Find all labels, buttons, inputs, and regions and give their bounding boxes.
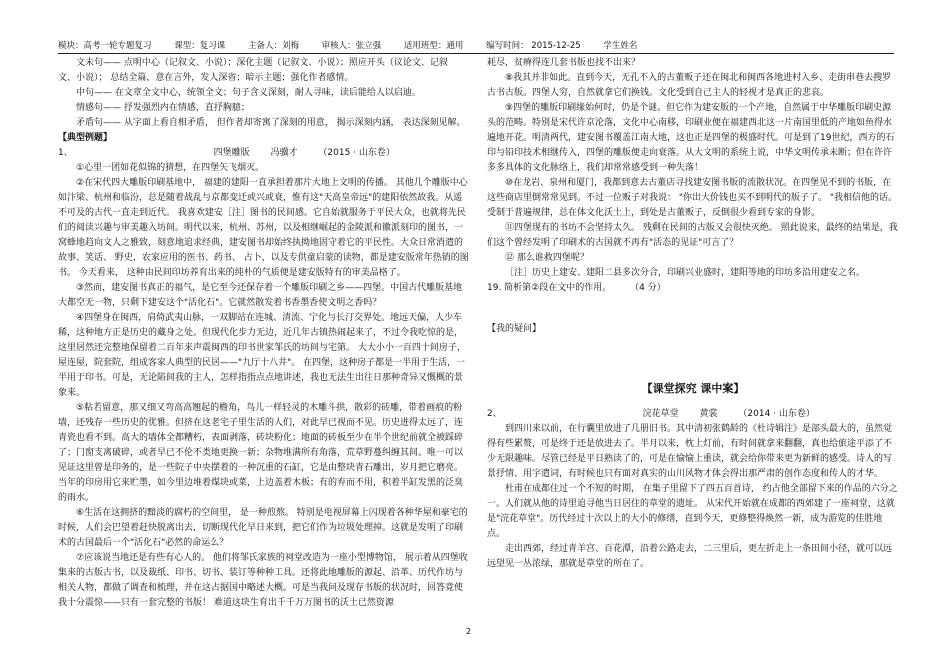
my-question-heading: 【我的疑问】 <box>487 324 542 334</box>
article-paragraph: 耗尽，贫瘠得连几套书版也找不出来？ <box>487 58 641 68</box>
header-course-type: 课型：复习课 <box>174 41 226 51</box>
left-column <box>58 56 470 611</box>
article-source: （2014 · 山东卷） <box>738 409 815 419</box>
article-paragraph: ⑩在龙岩、泉州和厦门，我都到意去古董店寻找建安图书版的流散状况。在四堡见不到的书版，在这些商店里倒常常见到。不过一位贩子对我说： "你出大价钱也买不到明代的版子了。 "我相信他的话。受制于普遍规律，总在体文化沃土上，到处是古董贩子，反倒很少看到专家的身影。 <box>487 178 898 218</box>
header-suitable: 适用班型：通用 <box>403 41 464 51</box>
article-paragraph: ⑫ 那么谁救四堡呢？ <box>505 253 589 263</box>
header-author: 主备人：刘梅 <box>247 41 299 51</box>
article-title: 四堡雕版 <box>213 148 250 158</box>
article-paragraph: ⑨四堡的雕版印刷缘始何时，仍是个谜。但它作为建安版的一个产地，自然属于中华雕版印刷史源头的范畴。特别是宋代许京沦落，文化中心南移，印刷业便在福建西北这一片南国里低的产地如鱼得水遍地开花。明清两代，建安图书覆盖江南大地，这也正是四堡的极盛时代。可是到了19世纪，西方的石印与铅印技术相继传入，四堡的雕版便走向衰落。从大文明的系统上说，中华文明传承未断；但在许许多多具体的文化脉络上，我们却常常感受到一种失落！ <box>487 103 895 173</box>
header-date: 编写时间： 2015-12-25 <box>486 41 581 51</box>
exercise-question <box>487 281 899 296</box>
article-paragraph: ①心里一团如花似锦的猜想，在四堡矢飞烟灭。 <box>76 163 265 173</box>
header-reviewer: 审核人：张立强 <box>321 41 382 51</box>
question-number: 1、 <box>58 148 73 158</box>
intro-line: 文、小说）； 总结全篇，意在言外，发人深省；暗示主题；强化作者感情。 <box>58 73 354 83</box>
question-score: （4 分） <box>630 283 666 293</box>
article-paragraph: ⑥生活在这拥挤的黯淡的腐朽的空间里， 是一种煎熬。 特别是电视屏幕上闪现着各种华屋和豪宅的时候，人们会巴望着赶快脱离出去，切断现代化早日来到，把它们作为垃圾处理掉。这就是发明了印刷术的古国最后一个"活化石"必然的命运么？ <box>58 508 468 548</box>
article-paragraph: 走出西郊，经过青羊宫、百花潭，沿着公路走去，二三里后，更左折走上一条田间小径，就可以远远望见一丛浓绿，那就是草堂的所在了。 <box>487 544 893 569</box>
header-module: 模块：高考一轮专题复习 <box>58 41 152 51</box>
article-paragraph: ②在宋代四大雕版印刷基地中， 福建的建阳一直承担着那片大地上文明的传播。 其他几个雕版中心如汴梁、杭州和临汾，总是随着战乱与京都变迁或兴或衰，惟有这"天高皇帝远"的建阳依然故我。从遥不可及的古代一直走到近代。 我喜欢建安［注］图书的民间感。它自始就服务于平民大众，也就将先民们的阅读兴趣与审美趣入坊间。明代以来，杭州、苏州，以及相继崛起的金陵派和徽派刻印的图书，一窝蜂地趋向文人之雅致，刻意地追求经典，建安图书却始终执拗地固守着它的平民性。大众日常消遣的故事、笑话、 野史，农家应用的医书、药书、 占卜，以及专供童启蒙的读物，都是建安版常年热销的图书。 今天看来， 这种由民间印坊养育出来的纯朴的气质便是建安版特有的审美品格了。 <box>58 178 469 278</box>
intro-line: 情感句—— 抒发强烈内在情感，直抒胸臆； <box>76 103 250 113</box>
article-note: ［注］历史上建安、建阳二县多次分合，印刷兴业盛时，建阳等地的印坊多沿用建安之名。 <box>505 268 866 278</box>
article-paragraph: 杜甫在成都住过一个不短的时期， 在集子里留下了四五百首诗， 约占他全部留下来的作品的六分之一。人们就从他的诗里追寻他当日居住的草堂的遗址。 从宋代开始就在成都的西郊建了一座祠堂，这就是"浣花草堂"。历代经过十次以上的大小的修缮，直到今天，更修整得焕然一新，成为游览的佳胜地点。 <box>487 484 898 539</box>
article-title: 浣花草堂 <box>642 409 679 419</box>
question2-title-row <box>487 407 899 422</box>
question-title-row <box>58 146 470 161</box>
page-number: 2 <box>466 627 472 636</box>
section-title: 【典型例题】 <box>58 133 113 143</box>
article-paragraph: ⑤粘若留意，那又细又弯高高翘起的檐角，鸟儿一样轻灵的木雕斗拱，散彩的砖雕，带着画痕的粉墙，还残存一些历史的优雅。但挤在这老宅子里生活的人们，对此早已视而不见。历史进得太远了，连青瓷也看不到。高大的墙体全都糟朽，表面剥落，砖块粉化；地面的砖板至少在半个世纪前就全被踩碎了；门窗支离破碎，或者早已不伦不类地更换一新；杂物堆满所有角落，荒草野蔓纠缠其间。唯一可以见证这里曾是印务的，是一些院子中央摆着的一种沉重的石缸，它是由整块青石雕出，岁月把它磨亮。当年的印房用它来贮墨，如今里边堆着煤块或菜，上边盖着木板；有的弃而不用，积着半缸发黑的泛臭的雨水。 <box>58 403 464 503</box>
article-paragraph: ⑪四堡现有的书坊不会坚持太久。 残剩在民间的古版又会很快灭绝。 照此说来，最终的结果是，我们这个曾经发明了印刷术的古国就不再有"活态的见证"可言了？ <box>487 223 898 248</box>
question-number: 2、 <box>487 409 502 419</box>
intro-line: 文未句—— 点明中心（记叙文、小说）；深化主题（记叙文、小说）；照应开头（议论文、记叙 <box>76 58 448 68</box>
article-paragraph: 到四川来以前，在行囊里放进了几册旧书。其中清初张鹤龄的《杜诗辑注》是部头最大的，虽然觉得有些累赘，可是终于还是放进去了。半月以来，枕上灯前，有时间就拿来翻翻，真也给旅途平添了不少无限趣味。尽管已经是平日熟读了的，可是在愉愉上重读，就会给你带来更为新鲜的感受。诗人的写景抒情、用字遣词，有时候也只有面对真实的山川风物才体会得出那严肃的创作态度和传人的才华。 <box>487 424 893 479</box>
intro-line: 中句—— 在文章全文中心，统领全文；句子含义深刻，耐人寻味，读后能给人以启迪。 <box>76 88 421 98</box>
article-paragraph: ⑧我其并非如此。直到今天，无孔不入的古董贩子还在闽北和闽西各地进村入乡、走街串巷去搜罗古书古版。四堡人穷，自然就拿它们换钱。文化受到自己主人的轻视才是真正的悲哀。 <box>487 73 892 98</box>
article-source: （2015 · 山东卷） <box>318 148 395 158</box>
header-student: 学生姓名 <box>603 41 638 51</box>
right-column <box>487 56 899 572</box>
article-author: 黄裳 <box>699 409 718 419</box>
article-author: 冯骥才 <box>270 148 298 158</box>
article-paragraph: ④四堡身在闽西，肩倚武夷山脉，一双脚站在连城、清流、宁化与长汀交界处。地远天偏，人少车稀，这种地方正是历史的藏身之处。但现代化步力无边，近几年古镇热闹起来了，不过令我吃惊的是， 这里居然还完整地保留着二百年来声震闽西的印书世家邹氏的坊间与宅第。 大大小小一百四十间房子，屋连屋，院套院，组成客家人典型的民居——"九厅十八井"。 在四堡，这种房子都是一半用于生活，一半用于印书。可是，无论陷间我的主人，怎样指指点点地讲述，我也无法生出往日那种奇异又慨概的景象来。 <box>58 313 466 398</box>
page-header <box>58 40 894 54</box>
question-text: 19. 简析第②段在文中的作用。 <box>487 283 612 293</box>
article-paragraph: ③然而，建安图书真正的福气，是它至今还保存着一个雕版印刷之乡——四堡。中国古代雕版基地大都空无一物，只剩下建安这个"活化石"。它就然散发着书香墨香使文明之香吗？ <box>58 283 463 308</box>
intro-line: 矛盾句—— 从字面上看自相矛盾， 但作者却寄寓了深刻的用意， 揭示深刻内涵， 表达深刻见解。 <box>76 118 466 128</box>
article-paragraph: ⑦应该说当地还是有些有心人的。 他们将邹氏家族的祠堂改造为一座小型博物馆， 展示着从四堡收集来的古版古书，以及裁纸、印书、切书、装订等种种工具。还将此地雕版的源起、沿革、历代作坊与相关人物，都做了调查和梳理，并在这占据国中略述大概。可是当我问及现存书版的状况时，回答竟使我十分震惊——只有一套完整的书版！ 难道这块生育出千千万万图书的沃土已然资源 <box>58 553 468 608</box>
class-banner: 【课堂探究 课中案】 <box>641 382 745 395</box>
